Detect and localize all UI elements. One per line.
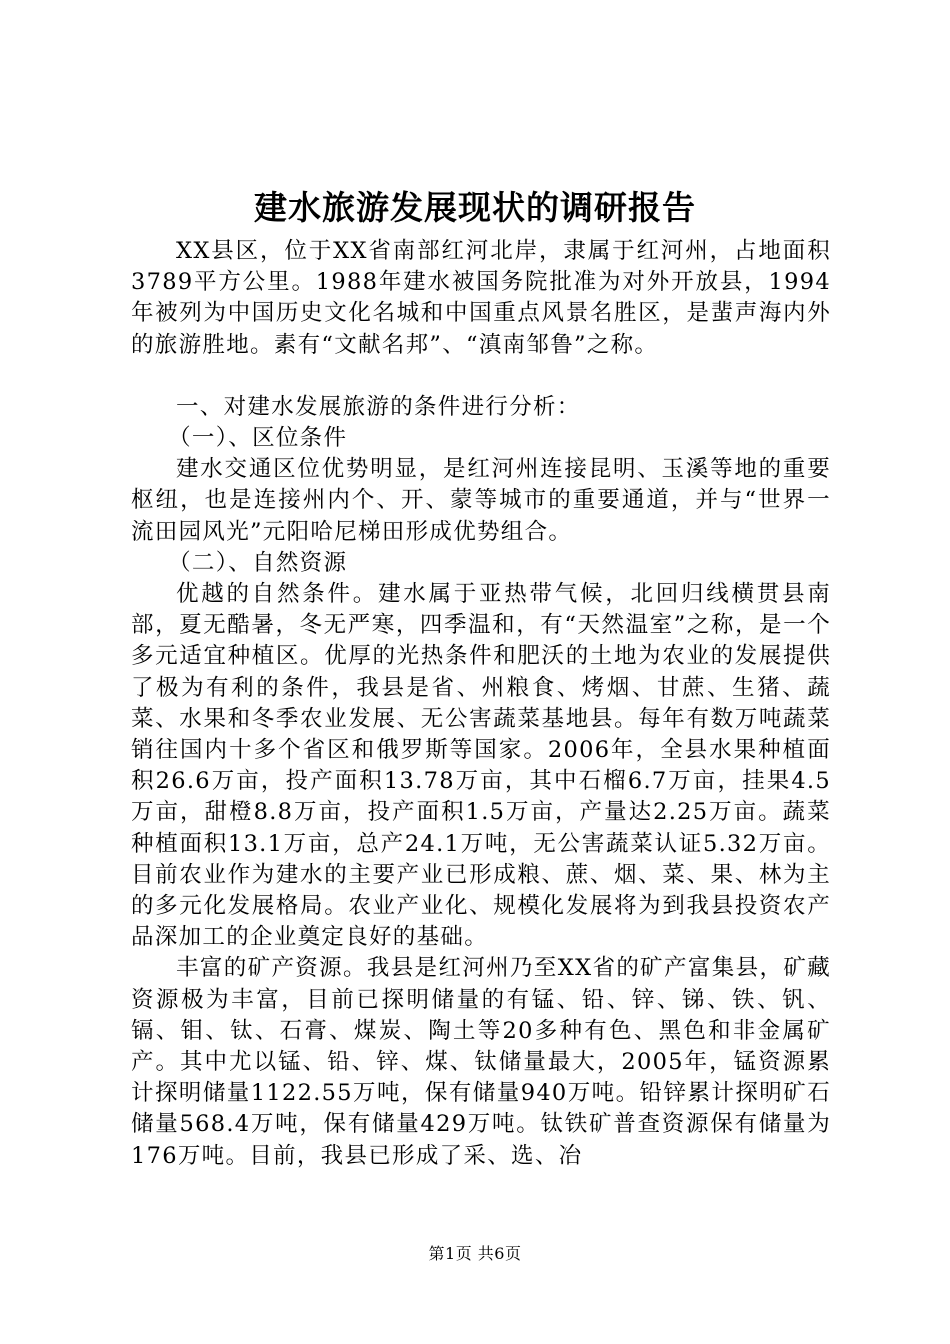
mineral-resources-paragraph: 丰富的矿产资源。我县是红河州乃至XX省的矿产富集县，矿藏资源极为丰富，目前已探明储量的有锰、铅、锌、锑、铁、钒、镉、钼、钛、石膏、煤炭、陶土等20多种有色、黑色和非金属矿产。其中尤以锰、铅、锌、煤、钛储量最大，2005年，锰资源累计探明储量1122.55万吨，保有储量940万吨。铅锌累计探明矿石储量568.4万吨，保有储量429万吨。钛铁矿普查资源保有储量为176万吨。目前，我县已形成了采、选、冶 (131, 955, 831, 1169)
document-body (131, 236, 831, 1172)
natural-conditions-paragraph: 优越的自然条件。建水属于亚热带气候，北回归线横贯县南部，夏无酷暑，冬无严寒，四季温和，有“天然温室”之称，是一个多元适宜种植区。优厚的光热条件和肥沃的土地为农业的发展提供了极为有利的条件，我县是省、州粮食、烤烟、甘蔗、生猪、蔬菜、水果和冬季农业发展、无公害蔬菜基地县。每年有数万吨蔬菜销往国内十多个省区和俄罗斯等国家。2006年，全县水果种植面积26.6万亩，投产面积13.78万亩，其中石榴6.7万亩，挂果4.5万亩，甜橙8.8万亩，投产面积1.5万亩，产量达2.25万亩。蔬菜种植面积13.1万亩，总产24.1万吨，无公害蔬菜认证5.32万亩。目前农业作为建水的主要产业已形成粮、蔗、烟、菜、果、林为主的多元化发展格局。农业产业化、规模化发展将为到我县投资农产品深加工的企业奠定良好的基础。 (131, 581, 831, 951)
subsection-heading-natural-resources: （二）、自然资源 (168, 549, 348, 576)
intro-paragraph: XX县区，位于XX省南部红河北岸，隶属于红河州，占地面积3789平方公里。1988年建水被国务院批准为对外开放县，1994年被列为中国历史文化名城和中国重点风景名胜区，是蜚声海内外的旅游胜地。素有“文献名邦”、“滇南邹鲁”之称。 (131, 238, 831, 358)
location-paragraph: 建水交通区位优势明显，是红河州连接昆明、玉溪等地的重要枢纽，也是连接州内个、开、蒙等城市的重要通道，并与“世界一流田园风光”元阳哈尼梯田形成优势组合。 (131, 456, 831, 545)
subsection-heading-location: （一）、区位条件 (168, 425, 348, 452)
section-heading: 一、对建水发展旅游的条件进行分析： (176, 393, 581, 420)
page-footer: 第1页 共6页 (428, 1244, 522, 1263)
document-title: 建水旅游发展现状的调研报告 (254, 188, 696, 227)
paragraph-gap (131, 361, 831, 392)
